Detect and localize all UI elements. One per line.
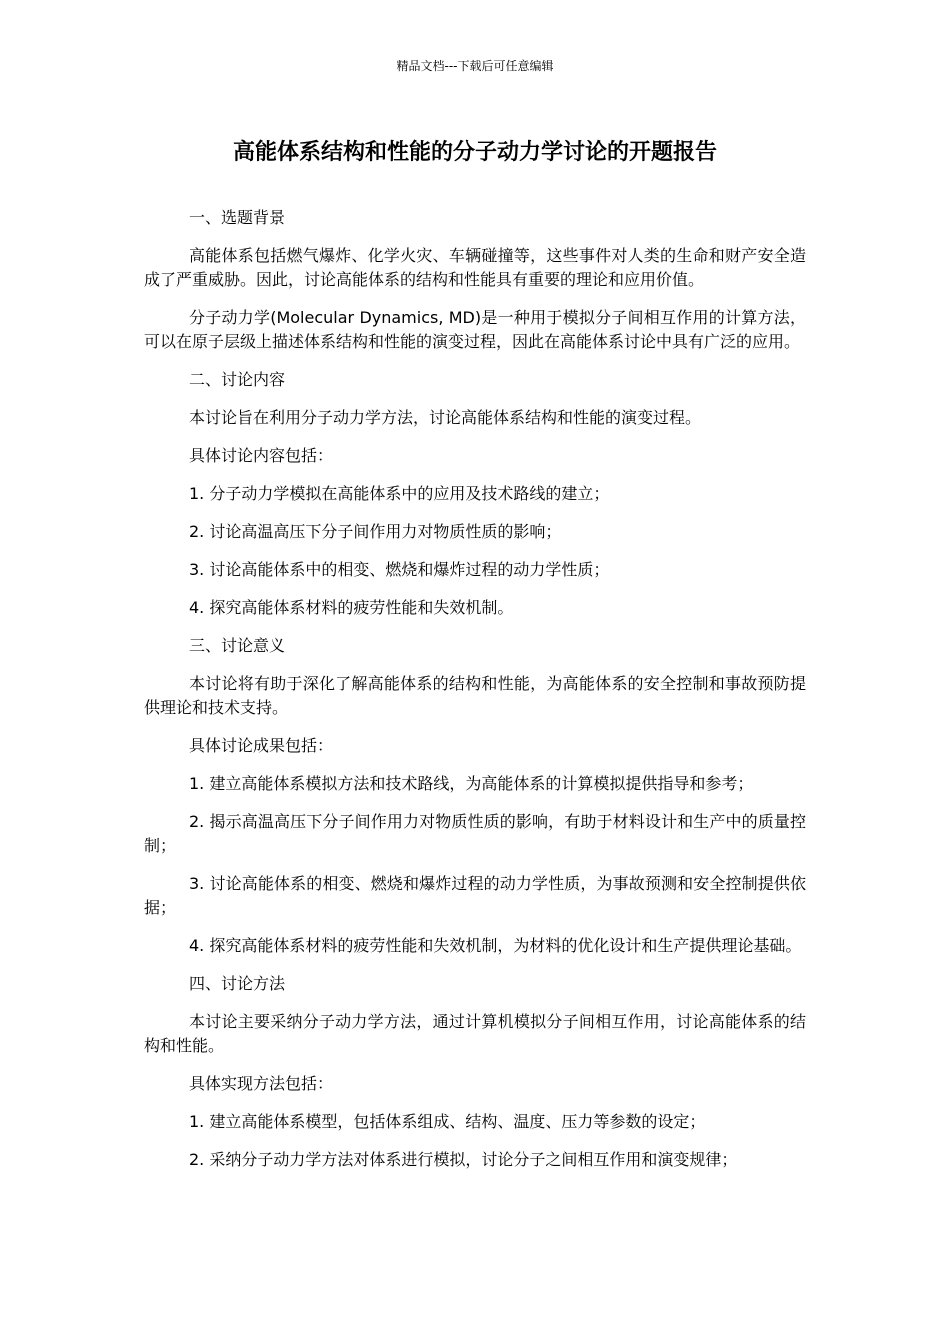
paragraph: 具体讨论内容包括：	[189, 446, 334, 465]
paragraph: 本讨论主要采纳分子动力学方法，通过计算机模拟分子间相互作用，讨论高能体系的结构和性能。	[144, 1012, 806, 1055]
section-heading-background: 一、选题背景	[189, 208, 286, 227]
paragraph: 分子动力学(Molecular Dynamics, MD)是一种用于模拟分子间相互作用的计算方法，可以在原子层级上描述体系结构和性能的演变过程，因此在高能体系讨论中具有广泛的应用。	[144, 308, 806, 351]
list-item: 3. 讨论高能体系中的相变、燃烧和爆炸过程的动力学性质；	[189, 560, 610, 579]
list-item: 1. 建立高能体系模拟方法和技术路线，为高能体系的计算模拟提供指导和参考；	[189, 774, 754, 793]
paragraph: 具体讨论成果包括：	[189, 736, 334, 755]
list-item: 2. 采纳分子动力学方法对体系进行模拟，讨论分子之间相互作用和演变规律；	[189, 1150, 738, 1169]
list-item: 4. 探究高能体系材料的疲劳性能和失效机制。	[189, 598, 514, 617]
page-header: 精品文档---下载后可任意编辑	[396, 59, 554, 73]
section-heading-significance: 三、讨论意义	[189, 636, 286, 655]
list-item: 1. 建立高能体系模型，包括体系组成、结构、温度、压力等参数的设定；	[189, 1112, 706, 1131]
list-item: 2. 揭示高温高压下分子间作用力对物质性质的影响，有助于材料设计和生产中的质量控制；	[144, 812, 806, 855]
paragraph: 高能体系包括燃气爆炸、化学火灾、车辆碰撞等，这些事件对人类的生命和财产安全造成了严重威胁。因此，讨论高能体系的结构和性能具有重要的理论和应用价值。	[144, 246, 806, 289]
list-item: 2. 讨论高温高压下分子间作用力对物质性质的影响；	[189, 522, 562, 541]
document-body	[144, 206, 806, 1186]
list-item: 3. 讨论高能体系的相变、燃烧和爆炸过程的动力学性质，为事故预测和安全控制提供依据；	[144, 874, 806, 917]
section-heading-content: 二、讨论内容	[189, 370, 286, 389]
list-item: 1. 分子动力学模拟在高能体系中的应用及技术路线的建立；	[189, 484, 610, 503]
list-item: 4. 探究高能体系材料的疲劳性能和失效机制，为材料的优化设计和生产提供理论基础。	[189, 936, 802, 955]
document-title: 高能体系结构和性能的分子动力学讨论的开题报告	[232, 140, 717, 165]
paragraph: 本讨论旨在利用分子动力学方法，讨论高能体系结构和性能的演变过程。	[189, 408, 702, 427]
section-heading-method: 四、讨论方法	[189, 974, 286, 993]
paragraph: 具体实现方法包括：	[189, 1074, 334, 1093]
paragraph: 本讨论将有助于深化了解高能体系的结构和性能，为高能体系的安全控制和事故预防提供理论和技术支持。	[144, 674, 806, 717]
